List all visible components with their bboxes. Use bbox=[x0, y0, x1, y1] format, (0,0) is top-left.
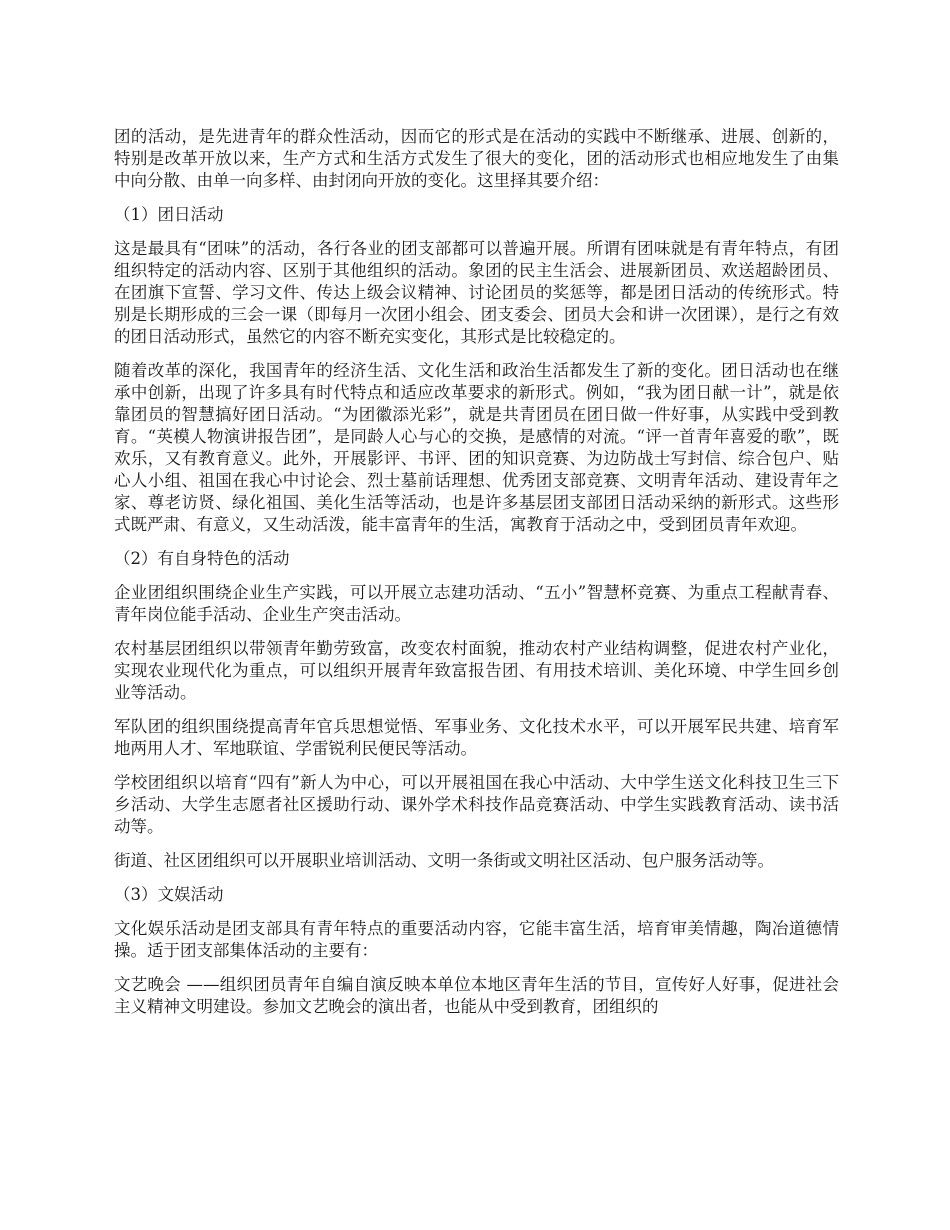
paragraph: 街道、社区团组织可以开展职业培训活动、文明一条街或文明社区活动、包户服务活动等。 bbox=[114, 851, 774, 870]
document-body bbox=[114, 126, 839, 1030]
section-heading-2: （2）有自身特色的活动 bbox=[114, 549, 290, 568]
paragraph: 学校团组织以培育“四有”新人为中心，可以开展祖国在我心中活动、大中学生送文化科技卫生三下乡活动、大学生志愿者社区援助行动、课外学术科技作品竞赛活动、中学生实践教育活动、读书活动等。 bbox=[114, 773, 839, 836]
paragraph: 随着改革的深化，我国青年的经济生活、文化生活和政治生活都发生了新的变化。团日活动也在继承中创新，出现了许多具有时代特点和适应改革要求的新形式。例如，“我为团日献一计”，就是依靠团员的智慧搞好团日活动。“为团徽添光彩”，就是共青团员在团日做一件好事，从实践中受到教育。“英模人物演讲报告团”，是同龄人心与心的交换，是感情的对流。“评一首青年喜爱的歌”，既欢乐，又有教育意义。此外，开展影评、书评、团的知识竞赛、为边防战士写封信、综合包户、贴心人小组、祖国在我心中讨论会、烈士墓前话理想、优秀团支部竞赛、文明青年活动、建设青年之家、尊老访贤、绿化祖国、美化生活等活动，也是许多基层团支部团日活动采纳的新形式。这些形式既严肃、有意义，又生动活泼，能丰富青年的生活，寓教育于活动之中，受到团员青年欢迎。 bbox=[114, 361, 839, 534]
paragraph: 企业团组织围绕企业生产实践，可以开展立志建功活动、“五小”智慧杯竞赛、为重点工程献青春、青年岗位能手活动、企业生产突击活动。 bbox=[114, 583, 839, 624]
paragraph: 农村基层团组织以带领青年勤劳致富，改变农村面貌，推动农村产业结构调整，促进农村产业化，实现农业现代化为重点，可以组织开展青年致富报告团、有用技术培训、美化环境、中学生回乡创业等活动。 bbox=[114, 639, 839, 702]
section-heading-1: （1）团日活动 bbox=[114, 205, 224, 224]
paragraph: 这是最具有“团味”的活动，各行各业的团支部都可以普遍开展。所谓有团味就是有青年特点，有团组织特定的活动内容、区别于其他组织的活动。象团的民主生活会、进展新团员、欢送超龄团员、在团旗下宣誓、学习文件、传达上级会议精神、讨论团员的奖惩等，都是团日活动的传统形式。特别是长期形成的三会一课（即每月一次团小组会、团支委会、团员大会和讲一次团课），是行之有效的团日活动形式，虽然它的内容不断充实变化，其形式是比较稳定的。 bbox=[114, 239, 839, 346]
paragraph: 军队团的组织围绕提高青年官兵思想觉悟、军事业务、文化技术水平，可以开展军民共建、培育军地两用人才、军地联谊、学雷锐利民便民等活动。 bbox=[114, 717, 839, 758]
paragraph: 文化娱乐活动是团支部具有青年特点的重要活动内容，它能丰富生活，培育审美情趣，陶冶道德情操。适于团支部集体活动的主要有： bbox=[114, 919, 839, 960]
section-heading-3: （3）文娱活动 bbox=[114, 885, 224, 904]
paragraph: 文艺晚会 ——组织团员青年自编自演反映本单位本地区青年生活的节目，宣传好人好事，促进社会主义精神文明建设。参加文艺晚会的演出者，也能从中受到教育，团组织的 bbox=[114, 975, 839, 1016]
paragraph-intro: 团的活动，是先进青年的群众性活动，因而它的形式是在活动的实践中不断继承、进展、创新的，特别是改革开放以来，生产方式和生活方式发生了很大的变化，团的活动形式也相应地发生了由集中向分散、由单一向多样、由封闭向开放的变化。这里择其要介绍： bbox=[114, 127, 839, 190]
